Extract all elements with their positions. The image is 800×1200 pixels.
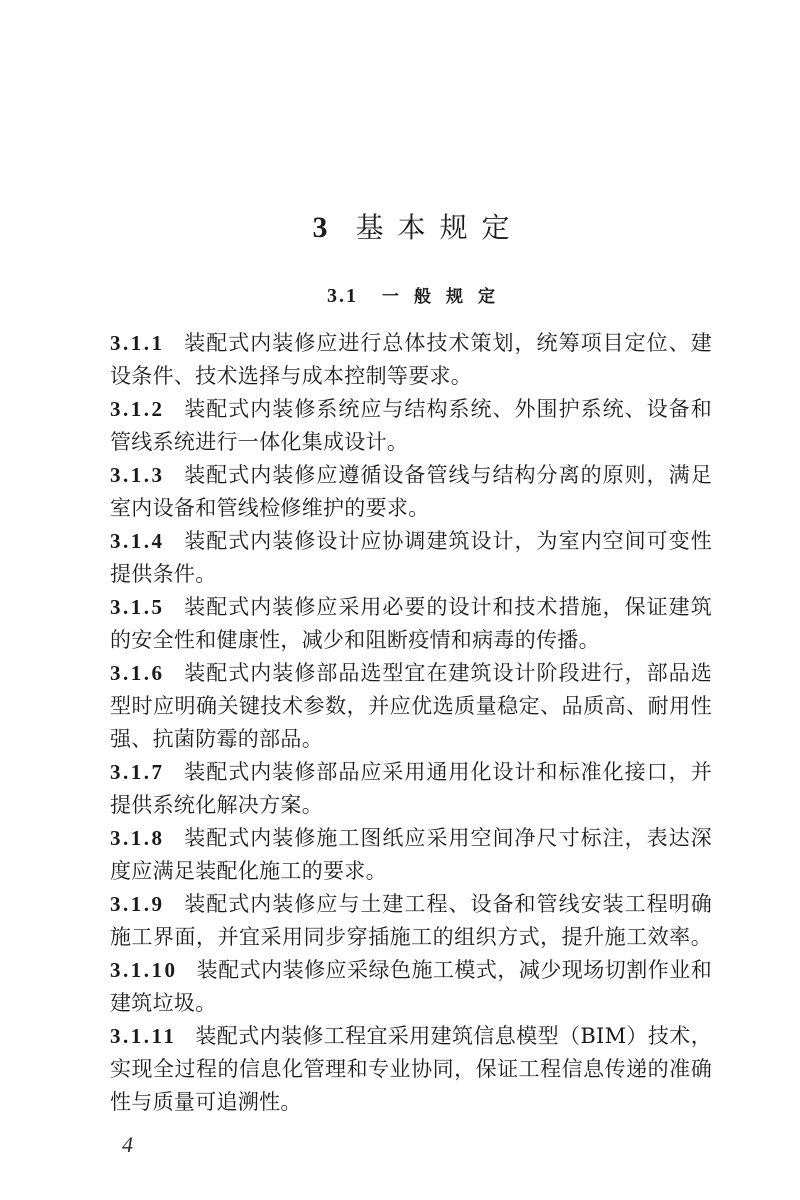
clause-text-line: 装配式内装修设计应协调建筑设计，为室内空间可变性 (183, 529, 712, 553)
clause-text-line: 度应满足装配化施工的要求。 (110, 859, 387, 883)
clause-line (110, 591, 712, 624)
section-number: 3.1 (327, 285, 358, 307)
clause-number: 3.1.11 (110, 1024, 177, 1048)
clause-line (110, 888, 712, 921)
clause-text-line: 的安全性和健康性，减少和阻断疫情和病毒的传播。 (110, 628, 600, 652)
clause-line (110, 657, 712, 690)
clause-number: 3.1.7 (110, 760, 165, 784)
clause-line (110, 558, 712, 591)
clause-number: 3.1.3 (110, 463, 165, 487)
section-title: 一般规定 (382, 287, 510, 307)
clause-line (110, 723, 712, 756)
clause-line (110, 492, 712, 525)
clause-3-1-10 (110, 954, 712, 1020)
clause-text-line: 室内设备和管线检修维护的要求。 (110, 496, 430, 520)
clause-line (110, 789, 712, 822)
page-number: 4 (122, 1132, 133, 1157)
clause-text-line: 装配式内装修应与土建工程、设备和管线安装工程明确 (183, 892, 712, 916)
clause-number: 3.1.8 (110, 826, 165, 850)
clause-text-line: 提供条件。 (110, 562, 217, 586)
clause-text-line: 装配式内装修工程宜采用建筑信息模型（BIM）技术， (195, 1024, 712, 1048)
clause-line (110, 624, 712, 657)
clause-line (110, 822, 712, 855)
chapter-title: 基本规定 (355, 211, 524, 244)
clause-3-1-7 (110, 756, 712, 822)
clause-text-line: 设条件、技术选择与成本控制等要求。 (110, 364, 473, 388)
clause-number: 3.1.6 (110, 661, 165, 685)
section-heading (110, 282, 712, 310)
clause-3-1-8 (110, 822, 712, 888)
clause-line (110, 525, 712, 558)
clause-3-1-6 (110, 657, 712, 756)
clause-text-line: 管线系统进行一体化集成设计。 (110, 430, 409, 454)
clause-line (110, 756, 712, 789)
clause-text-line: 装配式内装修应采绿色施工模式，减少现场切割作业和 (196, 958, 712, 982)
clause-line (110, 393, 712, 426)
clause-3-1-4 (110, 525, 712, 591)
chapter-heading (110, 208, 712, 248)
clause-number: 3.1.10 (110, 958, 178, 982)
clause-line (110, 1086, 712, 1119)
clause-line (110, 1053, 712, 1086)
clause-line (110, 921, 712, 954)
chapter-number: 3 (312, 211, 328, 244)
clause-3-1-3 (110, 459, 712, 525)
clause-line (110, 954, 712, 987)
clause-text-line: 施工界面，并宜采用同步穿插施工的组织方式，提升施工效率。 (110, 925, 712, 949)
clause-text-line: 装配式内装修部品选型宜在建筑设计阶段进行，部品选 (183, 661, 712, 685)
clause-number: 3.1.2 (110, 397, 165, 421)
clause-3-1-11 (110, 1020, 712, 1119)
clause-text-line: 装配式内装修部品应采用通用化设计和标准化接口，并 (183, 760, 712, 784)
clause-text-line: 强、抗菌防霉的部品。 (110, 727, 323, 751)
clause-3-1-2 (110, 393, 712, 459)
clause-text-line: 提供系统化解决方案。 (110, 793, 323, 817)
clause-3-1-9 (110, 888, 712, 954)
clause-text-line: 装配式内装修应遵循设备管线与结构分离的原则，满足 (183, 463, 712, 487)
clause-line (110, 327, 712, 360)
clause-3-1-5 (110, 591, 712, 657)
clause-line (110, 426, 712, 459)
clause-number: 3.1.9 (110, 892, 165, 916)
clause-text-line: 实现全过程的信息化管理和专业协同，保证工程信息传递的准确 (110, 1057, 712, 1081)
clause-text-line: 装配式内装修施工图纸应采用空间净尺寸标注，表达深 (183, 826, 712, 850)
clause-line (110, 987, 712, 1020)
clause-text-line: 型时应明确关键技术参数，并应优选质量稳定、品质高、耐用性 (110, 694, 712, 718)
clause-text-line: 建筑垃圾。 (110, 991, 217, 1015)
clause-line (110, 690, 712, 723)
clause-line (110, 855, 712, 888)
clause-text-line: 性与质量可追溯性。 (110, 1090, 302, 1114)
clause-list (110, 327, 712, 1119)
clause-text-line: 装配式内装修应采用必要的设计和技术措施，保证建筑 (183, 595, 712, 619)
clause-number: 3.1.5 (110, 595, 165, 619)
clause-number: 3.1.4 (110, 529, 165, 553)
clause-text-line: 装配式内装修应进行总体技术策划，统筹项目定位、建 (183, 331, 712, 355)
clause-text-line: 装配式内装修系统应与结构系统、外围护系统、设备和 (183, 397, 712, 421)
clause-line (110, 360, 712, 393)
clause-number: 3.1.1 (110, 331, 165, 355)
clause-3-1-1 (110, 327, 712, 393)
clause-line (110, 459, 712, 492)
clause-line (110, 1020, 712, 1053)
